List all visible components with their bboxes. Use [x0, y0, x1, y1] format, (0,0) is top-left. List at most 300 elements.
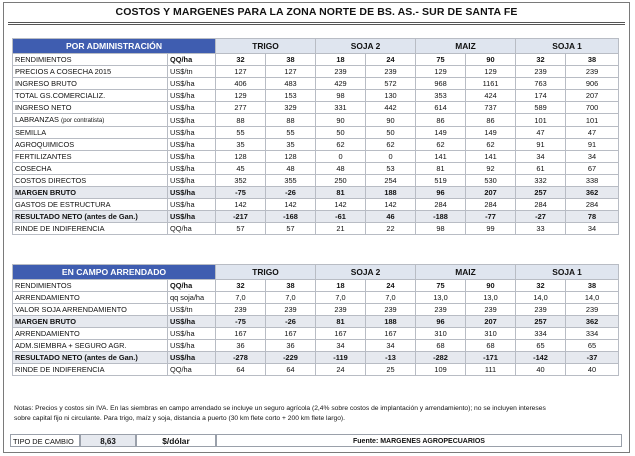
- value-cell: -61: [316, 211, 366, 223]
- value-cell: 75: [416, 280, 466, 292]
- value-cell: 32: [216, 280, 266, 292]
- value-cell: 737: [466, 102, 516, 114]
- row-label-text: PRECIOS A COSECHA 2015: [15, 67, 112, 76]
- value-cell: 277: [216, 102, 266, 114]
- value-cell: 13,0: [416, 292, 466, 304]
- row-unit: US$/ha: [168, 187, 216, 199]
- row-label-text: RINDE DE INDIFERENCIA: [15, 224, 105, 233]
- table-row: [13, 304, 619, 316]
- value-cell: 14,0: [566, 292, 619, 304]
- row-label: [13, 364, 168, 376]
- value-cell: 334: [566, 328, 619, 340]
- value-cell: 50: [316, 127, 366, 139]
- value-cell: 86: [466, 114, 516, 127]
- value-cell: 530: [466, 175, 516, 187]
- row-label-text: COSECHA: [15, 164, 52, 173]
- value-cell: -171: [466, 352, 516, 364]
- row-label-text: RESULTADO NETO (antes de Gan.): [15, 212, 138, 221]
- table-row: [13, 78, 619, 90]
- value-cell: 257: [516, 316, 566, 328]
- value-cell: 34: [566, 151, 619, 163]
- value-cell: 38: [566, 54, 619, 66]
- value-cell: 167: [316, 328, 366, 340]
- value-cell: 153: [266, 90, 316, 102]
- value-cell: 65: [516, 340, 566, 352]
- row-label-text: RENDIMIENTOS: [15, 281, 72, 290]
- row-unit: US$/ha: [168, 199, 216, 211]
- value-cell: 519: [416, 175, 466, 187]
- row-label-text: RESULTADO NETO (antes de Gan.): [15, 353, 138, 362]
- value-cell: -77: [466, 211, 516, 223]
- value-cell: 589: [516, 102, 566, 114]
- row-label: [13, 328, 168, 340]
- table-row: [13, 175, 619, 187]
- section-title: POR ADMINISTRACIÓN: [13, 39, 216, 54]
- table-row: [13, 352, 619, 364]
- value-cell: 130: [366, 90, 416, 102]
- value-cell: 21: [316, 223, 366, 235]
- value-cell: 62: [466, 139, 516, 151]
- value-cell: 32: [516, 54, 566, 66]
- table-row: [13, 127, 619, 139]
- value-cell: 91: [516, 139, 566, 151]
- row-label-text: MARGEN BRUTO: [15, 317, 77, 326]
- crop-header: MAIZ: [416, 39, 516, 54]
- value-cell: 129: [416, 66, 466, 78]
- value-cell: 91: [566, 139, 619, 151]
- row-unit: QQ/ha: [168, 280, 216, 292]
- value-cell: 38: [266, 54, 316, 66]
- table-row: [13, 54, 619, 66]
- row-unit: US$/ha: [168, 316, 216, 328]
- value-cell: -75: [216, 187, 266, 199]
- row-label: [13, 151, 168, 163]
- value-cell: 284: [466, 199, 516, 211]
- value-cell: 35: [216, 139, 266, 151]
- value-cell: 207: [566, 90, 619, 102]
- row-unit: US$/ha: [168, 114, 216, 127]
- row-unit: US$/tn: [168, 66, 216, 78]
- value-cell: 483: [266, 78, 316, 90]
- value-cell: 142: [216, 199, 266, 211]
- source-credit: Fuente: MARGENES AGROPECUARIOS: [216, 434, 622, 447]
- value-cell: -278: [216, 352, 266, 364]
- row-label-text: FERTILIZANTES: [15, 152, 72, 161]
- value-cell: 142: [366, 199, 416, 211]
- value-cell: 65: [566, 340, 619, 352]
- value-cell: 53: [366, 163, 416, 175]
- value-cell: 62: [366, 139, 416, 151]
- value-cell: -26: [266, 187, 316, 199]
- value-cell: 34: [366, 340, 416, 352]
- row-unit: US$/ha: [168, 175, 216, 187]
- value-cell: -13: [366, 352, 416, 364]
- crop-header: TRIGO: [216, 39, 316, 54]
- value-cell: 18: [316, 280, 366, 292]
- value-cell: 92: [466, 163, 516, 175]
- value-cell: 239: [316, 304, 366, 316]
- value-cell: 33: [516, 223, 566, 235]
- table-administracion: [12, 38, 619, 235]
- table-campo-arrendado: [12, 264, 619, 376]
- value-cell: 62: [316, 139, 366, 151]
- value-cell: 167: [216, 328, 266, 340]
- value-cell: -217: [216, 211, 266, 223]
- value-cell: 62: [416, 139, 466, 151]
- value-cell: 78: [566, 211, 619, 223]
- value-cell: 45: [216, 163, 266, 175]
- crop-header: TRIGO: [216, 265, 316, 280]
- value-cell: 25: [366, 364, 416, 376]
- value-cell: 332: [516, 175, 566, 187]
- value-cell: 424: [466, 90, 516, 102]
- value-cell: 90: [466, 54, 516, 66]
- table-row: [13, 316, 619, 328]
- value-cell: 86: [416, 114, 466, 127]
- value-cell: 700: [566, 102, 619, 114]
- value-cell: 763: [516, 78, 566, 90]
- value-cell: -188: [416, 211, 466, 223]
- footer-bar: [10, 434, 622, 448]
- value-cell: 96: [416, 316, 466, 328]
- crop-header: SOJA 1: [516, 39, 619, 54]
- value-cell: 24: [366, 54, 416, 66]
- row-unit: US$/ha: [168, 127, 216, 139]
- value-cell: 7,0: [266, 292, 316, 304]
- row-label-text: ARRENDAMIENTO: [15, 293, 80, 302]
- row-unit: QQ/ha: [168, 54, 216, 66]
- value-cell: 141: [416, 151, 466, 163]
- value-cell: 81: [416, 163, 466, 175]
- row-label-text: RINDE DE INDIFERENCIA: [15, 365, 105, 374]
- row-label-text: VALOR SOJA ARRENDAMIENTO: [15, 305, 127, 314]
- row-unit: US$/ha: [168, 78, 216, 90]
- row-label: [13, 199, 168, 211]
- table-row: [13, 340, 619, 352]
- value-cell: 90: [466, 280, 516, 292]
- value-cell: 55: [216, 127, 266, 139]
- value-cell: 38: [266, 280, 316, 292]
- notes-block: [14, 404, 614, 424]
- value-cell: 0: [366, 151, 416, 163]
- value-cell: 101: [566, 114, 619, 127]
- value-cell: -75: [216, 316, 266, 328]
- value-cell: 61: [516, 163, 566, 175]
- value-cell: 329: [266, 102, 316, 114]
- value-cell: 239: [266, 304, 316, 316]
- value-cell: 99: [466, 223, 516, 235]
- table-row: [13, 280, 619, 292]
- value-cell: -142: [516, 352, 566, 364]
- value-cell: 88: [216, 114, 266, 127]
- table-row: [13, 199, 619, 211]
- value-cell: 24: [316, 364, 366, 376]
- value-cell: 207: [466, 187, 516, 199]
- row-unit: QQ/ha: [168, 223, 216, 235]
- row-label: [13, 163, 168, 175]
- value-cell: 1161: [466, 78, 516, 90]
- exchange-rate-label: TIPO DE CAMBIO: [10, 434, 80, 447]
- value-cell: 207: [466, 316, 516, 328]
- value-cell: 331: [316, 102, 366, 114]
- table-row: [13, 292, 619, 304]
- crop-header: SOJA 1: [516, 265, 619, 280]
- value-cell: 98: [416, 223, 466, 235]
- value-cell: -26: [266, 316, 316, 328]
- value-cell: 239: [366, 304, 416, 316]
- value-cell: 81: [316, 187, 366, 199]
- value-cell: 362: [566, 316, 619, 328]
- value-cell: 129: [216, 90, 266, 102]
- value-cell: 32: [516, 280, 566, 292]
- row-label: [13, 139, 168, 151]
- value-cell: 90: [316, 114, 366, 127]
- value-cell: 284: [416, 199, 466, 211]
- table-row: [13, 90, 619, 102]
- value-cell: 7,0: [216, 292, 266, 304]
- row-unit: US$/ha: [168, 340, 216, 352]
- row-label: [13, 223, 168, 235]
- value-cell: 109: [416, 364, 466, 376]
- row-label-text: ADM.SIEMBRA + SEGURO AGR.: [15, 341, 127, 350]
- row-label-text: SEMILLA: [15, 128, 47, 137]
- value-cell: 239: [316, 66, 366, 78]
- value-cell: 47: [516, 127, 566, 139]
- value-cell: 310: [416, 328, 466, 340]
- value-cell: 129: [466, 66, 516, 78]
- value-cell: 128: [216, 151, 266, 163]
- row-unit: US$/ha: [168, 163, 216, 175]
- value-cell: 128: [266, 151, 316, 163]
- row-unit: US$/ha: [168, 139, 216, 151]
- value-cell: 141: [466, 151, 516, 163]
- row-label: [13, 316, 168, 328]
- row-unit: US$/ha: [168, 211, 216, 223]
- row-label: [13, 304, 168, 316]
- value-cell: 98: [316, 90, 366, 102]
- value-cell: 167: [366, 328, 416, 340]
- value-cell: 68: [466, 340, 516, 352]
- value-cell: 572: [366, 78, 416, 90]
- value-cell: 24: [366, 280, 416, 292]
- exchange-rate-unit: $/dólar: [136, 434, 216, 447]
- value-cell: 67: [566, 163, 619, 175]
- value-cell: 127: [266, 66, 316, 78]
- value-cell: 64: [266, 364, 316, 376]
- value-cell: 90: [366, 114, 416, 127]
- value-cell: 36: [216, 340, 266, 352]
- value-cell: 81: [316, 316, 366, 328]
- row-label: [13, 340, 168, 352]
- row-label-text: ARRENDAMIENTO: [15, 329, 80, 338]
- value-cell: 149: [466, 127, 516, 139]
- value-cell: 239: [366, 66, 416, 78]
- section-title: EN CAMPO ARRENDADO: [13, 265, 216, 280]
- crop-header: SOJA 2: [316, 265, 416, 280]
- value-cell: 284: [566, 199, 619, 211]
- row-unit: US$/ha: [168, 151, 216, 163]
- value-cell: 614: [416, 102, 466, 114]
- table-row: [13, 139, 619, 151]
- row-unit: US$/ha: [168, 328, 216, 340]
- value-cell: 188: [366, 316, 416, 328]
- value-cell: 239: [216, 304, 266, 316]
- row-unit: US$/tn: [168, 304, 216, 316]
- value-cell: 353: [416, 90, 466, 102]
- value-cell: 68: [416, 340, 466, 352]
- table-row: [13, 211, 619, 223]
- section-header-row: [13, 265, 619, 280]
- value-cell: 34: [516, 151, 566, 163]
- value-cell: 142: [316, 199, 366, 211]
- row-unit: qq soja/ha: [168, 292, 216, 304]
- value-cell: -229: [266, 352, 316, 364]
- row-label-text: RENDIMIENTOS: [15, 55, 72, 64]
- value-cell: -282: [416, 352, 466, 364]
- table-row: [13, 114, 619, 127]
- value-cell: 352: [216, 175, 266, 187]
- row-label-text: TOTAL GS.COMERCIALIZ.: [15, 91, 106, 100]
- row-label: [13, 54, 168, 66]
- notes-line: sobre capital fijo ni circulante. Para trigo, maíz y soja, distancia a puerto (30 km flete corto + 200 km flete largo).: [14, 415, 346, 422]
- value-cell: 174: [516, 90, 566, 102]
- value-cell: 0: [316, 151, 366, 163]
- value-cell: 64: [216, 364, 266, 376]
- row-label-text: GASTOS DE ESTRUCTURA: [15, 200, 111, 209]
- value-cell: 254: [366, 175, 416, 187]
- value-cell: 35: [266, 139, 316, 151]
- value-cell: 239: [516, 66, 566, 78]
- row-label: [13, 175, 168, 187]
- value-cell: 36: [266, 340, 316, 352]
- value-cell: 7,0: [316, 292, 366, 304]
- row-label: [13, 78, 168, 90]
- row-label: [13, 280, 168, 292]
- title-rule-bottom: [8, 24, 625, 25]
- value-cell: 239: [416, 304, 466, 316]
- value-cell: 968: [416, 78, 466, 90]
- row-label: [13, 187, 168, 199]
- value-cell: 34: [316, 340, 366, 352]
- value-cell: 239: [566, 66, 619, 78]
- value-cell: 239: [566, 304, 619, 316]
- row-unit: US$/ha: [168, 90, 216, 102]
- page-title: COSTOS Y MARGENES PARA LA ZONA NORTE DE BS. AS.- SUR DE SANTA FE: [115, 6, 518, 18]
- row-label: [13, 211, 168, 223]
- row-label: [13, 292, 168, 304]
- crop-header: SOJA 2: [316, 39, 416, 54]
- value-cell: 55: [266, 127, 316, 139]
- value-cell: 142: [266, 199, 316, 211]
- value-cell: 111: [466, 364, 516, 376]
- value-cell: 338: [566, 175, 619, 187]
- value-cell: 362: [566, 187, 619, 199]
- value-cell: 149: [416, 127, 466, 139]
- table-row: [13, 102, 619, 114]
- value-cell: 38: [566, 280, 619, 292]
- value-cell: 310: [466, 328, 516, 340]
- value-cell: 40: [516, 364, 566, 376]
- row-label-text: INGRESO NETO: [15, 103, 72, 112]
- value-cell: -37: [566, 352, 619, 364]
- value-cell: -27: [516, 211, 566, 223]
- table-row: [13, 223, 619, 235]
- title-rule-top: [8, 22, 625, 23]
- value-cell: 334: [516, 328, 566, 340]
- row-label: [13, 90, 168, 102]
- value-cell: 250: [316, 175, 366, 187]
- row-unit: US$/ha: [168, 352, 216, 364]
- row-label: [13, 66, 168, 78]
- value-cell: 48: [316, 163, 366, 175]
- value-cell: 239: [466, 304, 516, 316]
- value-cell: 75: [416, 54, 466, 66]
- table-row: [13, 163, 619, 175]
- value-cell: 34: [566, 223, 619, 235]
- value-cell: 48: [266, 163, 316, 175]
- value-cell: 7,0: [366, 292, 416, 304]
- row-label-text: MARGEN BRUTO: [15, 188, 77, 197]
- value-cell: 406: [216, 78, 266, 90]
- table-row: [13, 151, 619, 163]
- value-cell: 188: [366, 187, 416, 199]
- value-cell: 47: [566, 127, 619, 139]
- row-label-text: AGROQUIMICOS: [15, 140, 75, 149]
- table-row: [13, 364, 619, 376]
- row-label-text: INGRESO BRUTO: [15, 79, 77, 88]
- value-cell: 40: [566, 364, 619, 376]
- table-row: [13, 328, 619, 340]
- value-cell: 32: [216, 54, 266, 66]
- value-cell: 13,0: [466, 292, 516, 304]
- value-cell: 167: [266, 328, 316, 340]
- row-label: [13, 127, 168, 139]
- row-unit: US$/ha: [168, 102, 216, 114]
- row-label-text: LABRANZAS: [15, 115, 59, 124]
- value-cell: 257: [516, 187, 566, 199]
- notes-line: Notas: Precios y costos sin IVA. En las siembras en campo arrendado se incluye un seguro agrícola (2,4% sobre costos de implantación y arrendamiento); no se incluyen intereses: [14, 405, 546, 412]
- value-cell: 46: [366, 211, 416, 223]
- value-cell: 14,0: [516, 292, 566, 304]
- row-label-note: (por contratista): [61, 117, 105, 124]
- crop-header: MAIZ: [416, 265, 516, 280]
- value-cell: -119: [316, 352, 366, 364]
- row-label: [13, 102, 168, 114]
- value-cell: 239: [516, 304, 566, 316]
- value-cell: 429: [316, 78, 366, 90]
- value-cell: 57: [216, 223, 266, 235]
- value-cell: 101: [516, 114, 566, 127]
- value-cell: 57: [266, 223, 316, 235]
- value-cell: 355: [266, 175, 316, 187]
- value-cell: 906: [566, 78, 619, 90]
- exchange-rate-value: 8,63: [80, 434, 136, 447]
- table-row: [13, 66, 619, 78]
- row-label-text: COSTOS DIRECTOS: [15, 176, 87, 185]
- section-header-row: [13, 39, 619, 54]
- row-label: [13, 352, 168, 364]
- value-cell: 96: [416, 187, 466, 199]
- value-cell: -168: [266, 211, 316, 223]
- value-cell: 18: [316, 54, 366, 66]
- value-cell: 127: [216, 66, 266, 78]
- row-unit: QQ/ha: [168, 364, 216, 376]
- value-cell: 284: [516, 199, 566, 211]
- value-cell: 50: [366, 127, 416, 139]
- table-row: [13, 187, 619, 199]
- value-cell: 442: [366, 102, 416, 114]
- row-label: [13, 114, 168, 127]
